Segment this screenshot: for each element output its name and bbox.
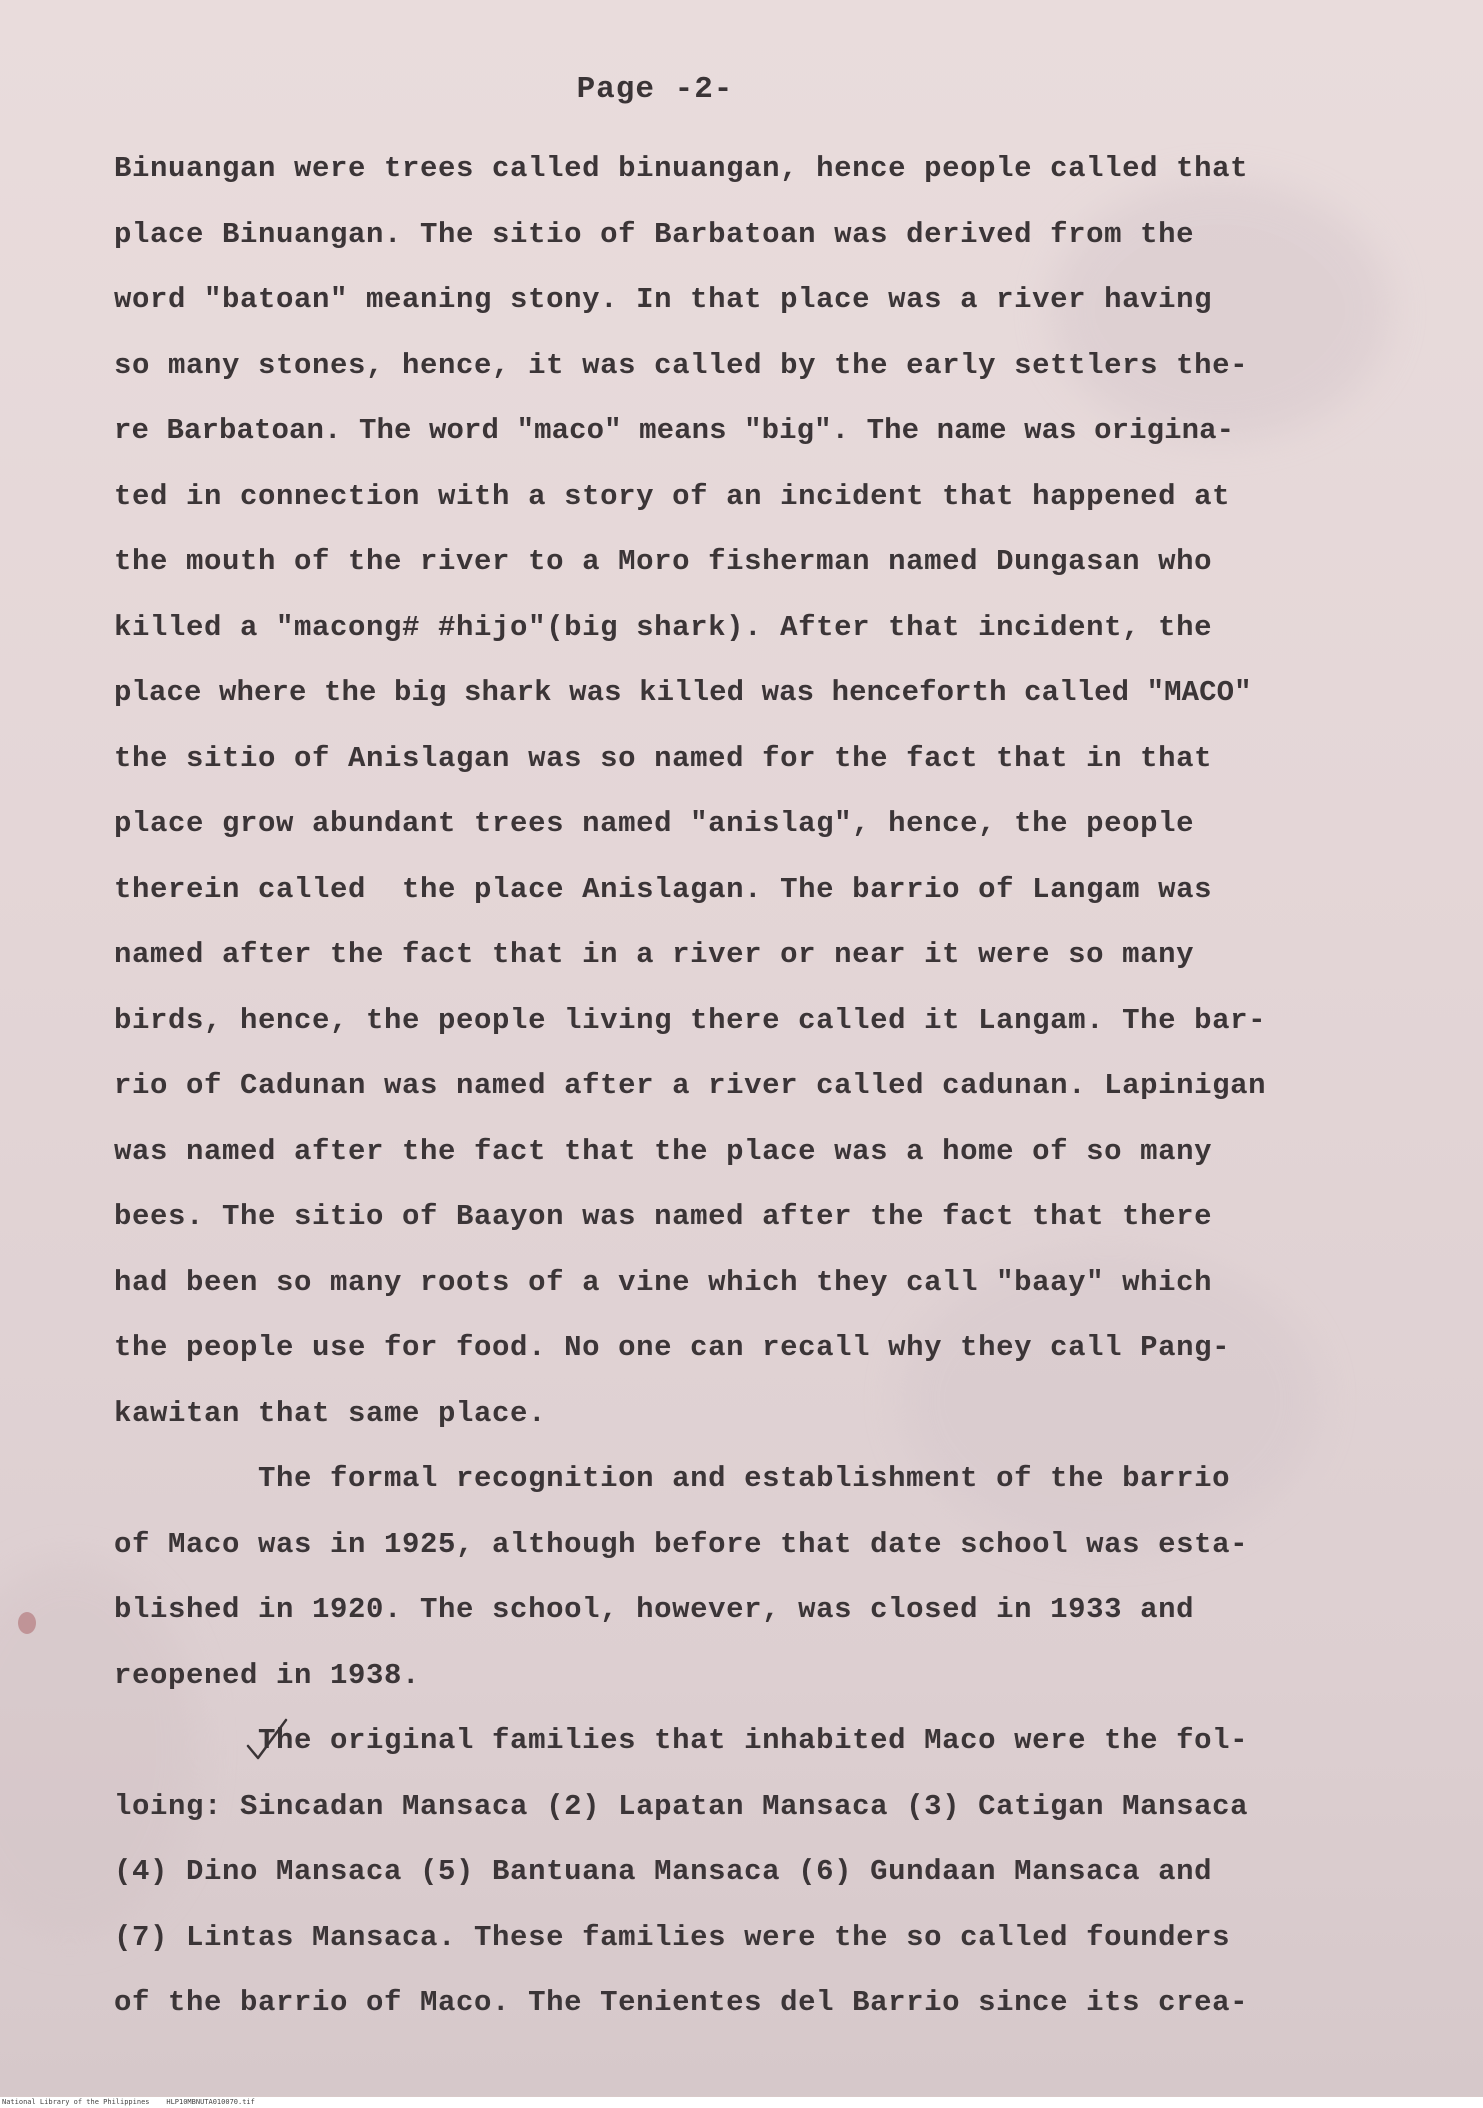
text-line: named after the fact that in a river or near it were so many — [114, 938, 1195, 971]
text-line: blished in 1920. The school, however, was closed in 1933 and — [114, 1593, 1195, 1626]
text-line: killed a "macong# #hijo"(big shark). After that incident, the — [114, 610, 1213, 644]
text-line: kawitan that same place. — [114, 1396, 547, 1430]
text-line: birds, hence, the people living there called it Langam. The bar- — [114, 1003, 1267, 1037]
text-line: loing: Sincadan Mansaca (2) Lapatan Mansaca (3) Catigan Mansaca — [114, 1789, 1249, 1823]
text-line: place where the big shark was killed was henceforth called "MACO" — [114, 676, 1252, 709]
text-line: so many stones, hence, it was called by the early settlers the- — [114, 348, 1249, 382]
text-line: ted in connection with a story of an incident that happened at — [114, 479, 1231, 513]
text-line: (7) Lintas Mansaca. These families were the so called founders — [114, 1920, 1231, 1954]
typed-text-body — [114, 136, 1344, 2036]
text-line: the mouth of the river to a Moro fisherman named Dungasan who — [114, 545, 1213, 578]
text-line: word "batoan" meaning stony. In that place was a river having — [114, 283, 1213, 316]
punch-mark — [18, 1612, 36, 1634]
text-line: reopened in 1938. — [114, 1658, 421, 1692]
text-line: re Barbatoan. The word "maco" means "big". The name was origina- — [114, 414, 1235, 447]
text-line: Binuangan were trees called binuangan, hence people called that — [114, 152, 1249, 185]
text-line: was named after the fact that the place was a home of so many — [114, 1134, 1213, 1168]
text-line: of the barrio of Maco. The Tenientes del Barrio since its crea- — [114, 1986, 1249, 2019]
text-line: therein called the place Anislagan. The barrio of Langam was — [114, 872, 1213, 906]
text-line: the people use for food. No one can recall why they call Pang- — [114, 1331, 1231, 1364]
text-line: place Binuangan. The sitio of Barbatoan was derived from the — [114, 217, 1195, 251]
scan-footer-caption: National Library of the Philippines HLP10MBNUTA010070.tif — [0, 2097, 1483, 2108]
text-line: The original families that inhabited Maco were the fol- — [114, 1724, 1249, 1757]
text-line: bees. The sitio of Baayon was named after the fact that there — [114, 1200, 1213, 1233]
text-line: the sitio of Anislagan was so named for the fact that in that — [114, 741, 1213, 775]
text-line: had been so many roots of a vine which they call "baay" which — [114, 1265, 1213, 1299]
text-line: of Maco was in 1925, although before that date school was esta- — [114, 1527, 1249, 1561]
checkmark-icon — [244, 1716, 290, 1762]
text-line: rio of Cadunan was named after a river called cadunan. Lapinigan — [114, 1069, 1267, 1102]
text-line: place grow abundant trees named "anislag", hence, the people — [114, 807, 1195, 840]
page-number-header: Page -2- — [576, 72, 734, 107]
text-line: The formal recognition and establishment of the barrio — [114, 1462, 1231, 1495]
text-line: (4) Dino Mansaca (5) Bantuana Mansaca (6) Gundaan Mansaca and — [114, 1855, 1213, 1888]
